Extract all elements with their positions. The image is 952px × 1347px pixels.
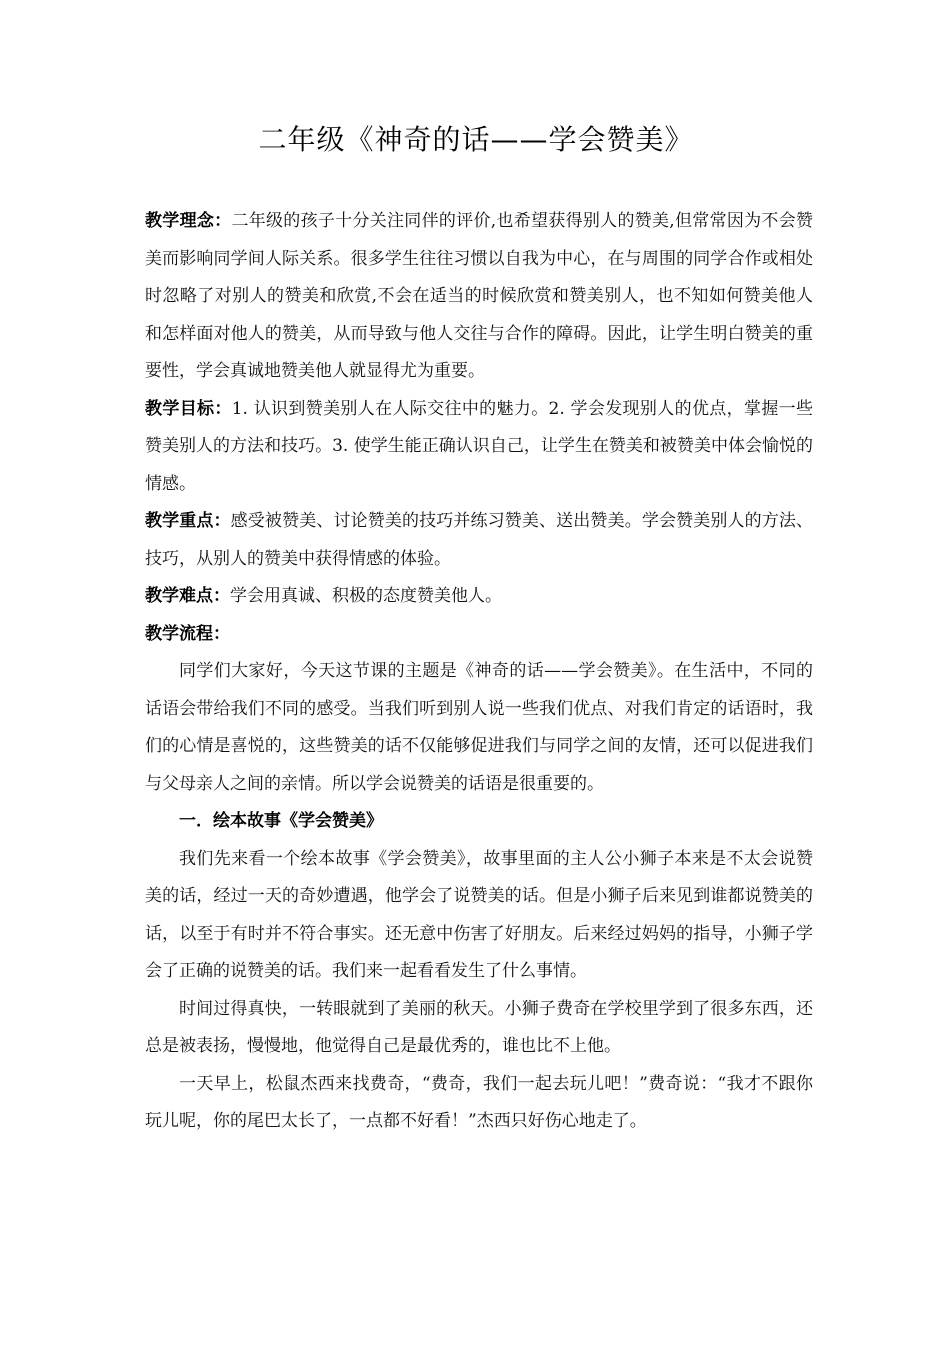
story-paragraph-1: 我们先来看一个绘本故事《学会赞美》，故事里面的主人公小狮子本来是不太会说赞美的话，经过一天的奇妙遭遇，他学会了说赞美的话。但是小狮子后来见到谁都说赞美的话，以至于有时并不符合事实。还无意中伤害了好朋友。后来经过妈妈的指导，小狮子学会了正确的说赞美的话。我们来一起看看发生了什么事情。 (145, 848, 813, 981)
teaching-process (145, 616, 813, 654)
teaching-key-points-label: 教学重点： (145, 511, 231, 531)
teaching-objectives-text: 1. 认识到赞美别人在人际交往中的魅力。2. 学会发现别人的优点，掌握一些赞美别人的方法和技巧。3. 使学生能正确认识自己，让学生在赞美和被赞美中体会愉悦的情感。 (145, 398, 814, 494)
section-heading-picture-book: 一．绘本故事《学会赞美》 (179, 811, 383, 831)
teaching-process-label: 教学流程： (145, 623, 230, 644)
teaching-key-points-text: 感受被赞美、讨论赞美的技巧并练习赞美、送出赞美。学会赞美别人的方法、技巧，从别人的赞美中获得情感的体验。 (145, 511, 814, 569)
intro-paragraph: 同学们大家好，今天这节课的主题是《神奇的话——学会赞美》。在生活中，不同的话语会带给我们不同的感受。当我们听到别人说一些我们优点、对我们肯定的话语时，我们的心情是喜悦的，这些赞美的话不仅能够促进我们与同学之间的友情，还可以促进我们与父母亲人之间的亲情。所以学会说赞美的话语是很重要的。 (145, 661, 813, 794)
document-body (145, 203, 813, 1141)
teaching-philosophy-text: 二年级的孩子十分关注同伴的评价,也希望获得别人的赞美,但常常因为不会赞美而影响同学间人际关系。很多学生往往习惯以自我为中心，在与周围的同学合作或相处时忽略了对别人的赞美和欣赏,不会在适当的时候欣赏和赞美别人，也不知如何赞美他人和怎样面对他人的赞美，从而导致与他人交往与合作的障碍。因此，让学生明白赞美的重要性，学会真诚地赞美他人就显得尤为重要。 (145, 211, 813, 381)
document-title: 二年级《神奇的话——学会赞美》 (258, 123, 694, 156)
teaching-key-points (145, 503, 813, 578)
story-paragraph-3: 一天早上，松鼠杰西来找费奇，“费奇，我们一起去玩儿吧！”费奇说：“我才不跟你玩儿呢，你的尾巴太长了，一点都不好看！”杰西只好伤心地走了。 (145, 1073, 813, 1131)
teaching-difficulties-text: 学会用真诚、积极的态度赞美他人。 (230, 586, 502, 606)
teaching-objectives-label: 教学目标： (145, 398, 232, 419)
teaching-philosophy-label: 教学理念： (145, 211, 232, 231)
teaching-difficulties-label: 教学难点： (145, 586, 230, 606)
teaching-difficulties (145, 578, 813, 616)
teaching-objectives (145, 391, 813, 504)
teaching-philosophy (145, 203, 813, 391)
story-paragraph-2: 时间过得真快，一转眼就到了美丽的秋天。小狮子费奇在学校里学到了很多东西，还总是被表扬，慢慢地，他觉得自己是最优秀的，谁也比不上他。 (145, 998, 813, 1056)
